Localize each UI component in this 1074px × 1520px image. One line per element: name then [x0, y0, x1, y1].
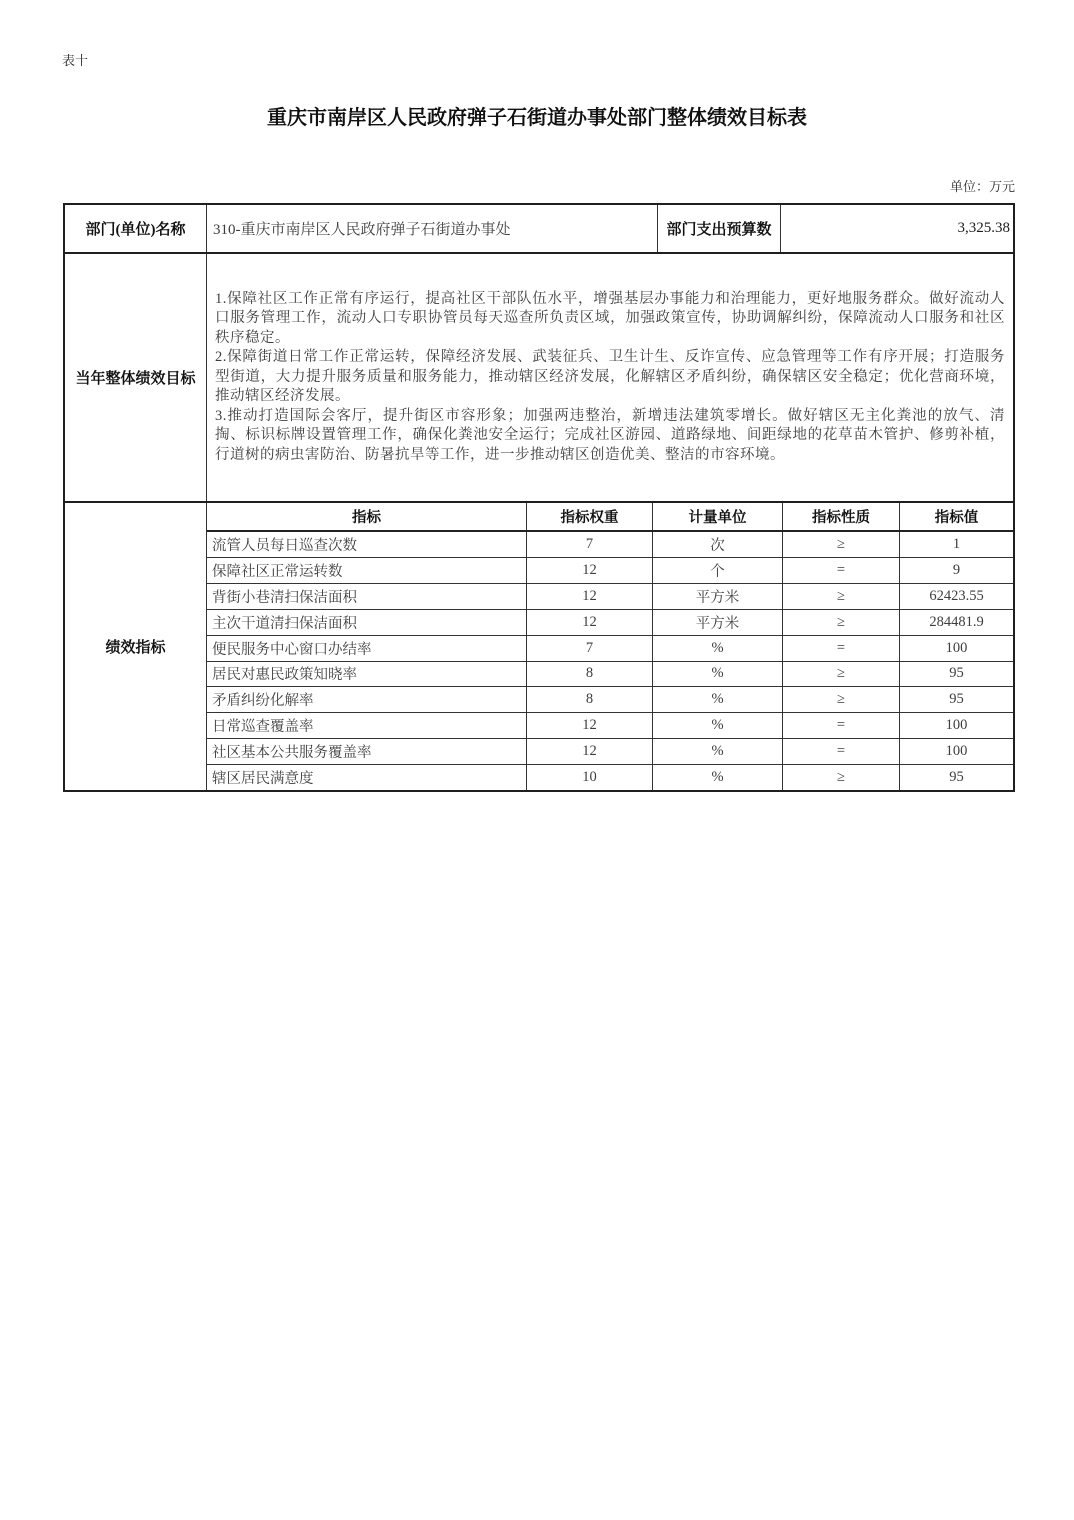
indicator-name: 社区基本公共服务覆盖率 — [207, 739, 527, 764]
performance-target-table — [63, 203, 1015, 792]
indicator-name: 矛盾纠纷化解率 — [207, 687, 527, 712]
indicator-name: 主次干道清扫保洁面积 — [207, 610, 527, 635]
table-row — [207, 713, 1013, 739]
indicator-relation: = — [783, 636, 900, 661]
indicator-name: 流管人员每日巡查次数 — [207, 532, 527, 557]
department-name-value: 310-重庆市南岸区人民政府弹子石街道办事处 — [207, 205, 658, 252]
indicator-name: 辖区居民满意度 — [207, 765, 527, 790]
indicator-name: 居民对惠民政策知晓率 — [207, 662, 527, 687]
indicators-header-row — [207, 503, 1013, 532]
indicator-value: 9 — [952, 561, 961, 578]
indicator-value: 100 — [945, 743, 968, 760]
indicator-name: 保障社区正常运转数 — [207, 558, 527, 583]
goal-paragraph-3: 3.推动打造国际会客厅，提升街区市容形象；加强两违整治，新增违法建筑零增长。做好辖区无主化粪池的放气、清掏、标识标牌设置管理工作，确保化粪池安全运行；完成社区游园、道路绿地、间距绿地的花草苗木管护、修剪补植，行道树的病虫害防治、防暑抗旱等工作，进一步推动辖区创造优美、整洁的市容环境。 — [215, 407, 1005, 463]
annual-goals-text — [207, 254, 1013, 501]
indicator-weight: 12 — [527, 584, 653, 609]
indicator-weight: 8 — [527, 687, 653, 712]
indicator-name: 背街小巷清扫保洁面积 — [207, 584, 527, 609]
table-row — [207, 662, 1013, 688]
page-title: 重庆市南岸区人民政府弹子石街道办事处部门整体绩效目标表 — [267, 107, 807, 129]
indicator-relation: = — [783, 739, 900, 764]
indicator-unit: % — [653, 739, 783, 764]
indicator-weight: 12 — [527, 610, 653, 635]
indicator-relation: ≥ — [783, 584, 900, 609]
indicator-weight: 10 — [527, 765, 653, 790]
table-row — [207, 765, 1013, 790]
indicator-value: 100 — [945, 717, 968, 734]
table-row — [207, 610, 1013, 636]
sheet-number-label: 表十 — [62, 53, 89, 68]
indicator-relation: ≥ — [783, 765, 900, 790]
indicators-label: 绩效指标 — [65, 503, 207, 790]
indicator-value: 284481.9 — [929, 613, 984, 630]
unit-note: 单位：万元 — [949, 179, 1015, 194]
indicator-value: 95 — [949, 665, 964, 682]
indicator-value: 1 — [952, 535, 961, 552]
indicator-unit: 次 — [653, 532, 783, 557]
header-weight: 指标权重 — [527, 503, 653, 530]
indicator-unit: % — [653, 687, 783, 712]
goal-paragraph-1: 1.保障社区工作正常有序运行，提高社区干部队伍水平，增强基层办事能力和治理能力，更好地服务群众。做好流动人口服务管理工作，流动人口专职协管员每天巡查所负责区域，加强政策宣传，协助调解纠纷，保障流动人口服务和社区秩序稳定。 — [215, 290, 1005, 346]
department-info-content — [207, 205, 1013, 252]
indicators-table — [207, 503, 1013, 790]
indicator-name: 便民服务中心窗口办结率 — [207, 636, 527, 661]
budget-value: 3,325.38 — [957, 220, 1010, 236]
indicator-value: 62423.55 — [929, 587, 984, 604]
indicator-weight: 12 — [527, 558, 653, 583]
indicator-relation: ≥ — [783, 687, 900, 712]
table-row — [207, 532, 1013, 558]
indicator-relation: = — [783, 558, 900, 583]
goal-paragraph-2: 2.保障街道日常工作正常运转，保障经济发展、武装征兵、卫生计生、反诈宣传、应急管理等工作有序开展；打造服务型街道，大力提升服务质量和服务能力，推动辖区经济发展，化解辖区矛盾纠纷，确保辖区安全稳定；优化营商环境，推动辖区经济发展。 — [215, 349, 1005, 405]
indicator-unit: % — [653, 636, 783, 661]
indicator-relation: ≥ — [783, 532, 900, 557]
indicator-weight: 7 — [527, 532, 653, 557]
department-info-row — [65, 205, 1013, 252]
table-row — [207, 636, 1013, 662]
indicator-unit: % — [653, 662, 783, 687]
indicator-name: 日常巡查覆盖率 — [207, 713, 527, 738]
indicator-unit: % — [653, 713, 783, 738]
indicator-weight: 12 — [527, 739, 653, 764]
annual-goals-row — [65, 252, 1013, 501]
indicator-relation: ≥ — [783, 662, 900, 687]
header-property: 指标性质 — [783, 503, 900, 530]
indicator-unit: 平方米 — [653, 610, 783, 635]
indicator-value: 100 — [945, 639, 968, 656]
indicators-section — [65, 501, 1013, 790]
indicator-unit: 个 — [653, 558, 783, 583]
indicator-weight: 12 — [527, 713, 653, 738]
indicator-unit: 平方米 — [653, 584, 783, 609]
indicator-relation: = — [783, 713, 900, 738]
annual-goals-label: 当年整体绩效目标 — [65, 254, 207, 501]
department-name-label: 部门(单位)名称 — [65, 205, 207, 252]
indicator-weight: 8 — [527, 662, 653, 687]
budget-label: 部门支出预算数 — [658, 205, 781, 252]
indicator-unit: % — [653, 765, 783, 790]
indicator-value: 95 — [949, 769, 964, 786]
table-row — [207, 687, 1013, 713]
indicator-relation: ≥ — [783, 610, 900, 635]
indicator-value: 95 — [949, 691, 964, 708]
header-indicator: 指标 — [207, 503, 527, 530]
table-row — [207, 584, 1013, 610]
indicator-weight: 7 — [527, 636, 653, 661]
table-row — [207, 739, 1013, 765]
header-value: 指标值 — [934, 510, 979, 526]
table-row — [207, 558, 1013, 584]
header-unit: 计量单位 — [653, 503, 783, 530]
